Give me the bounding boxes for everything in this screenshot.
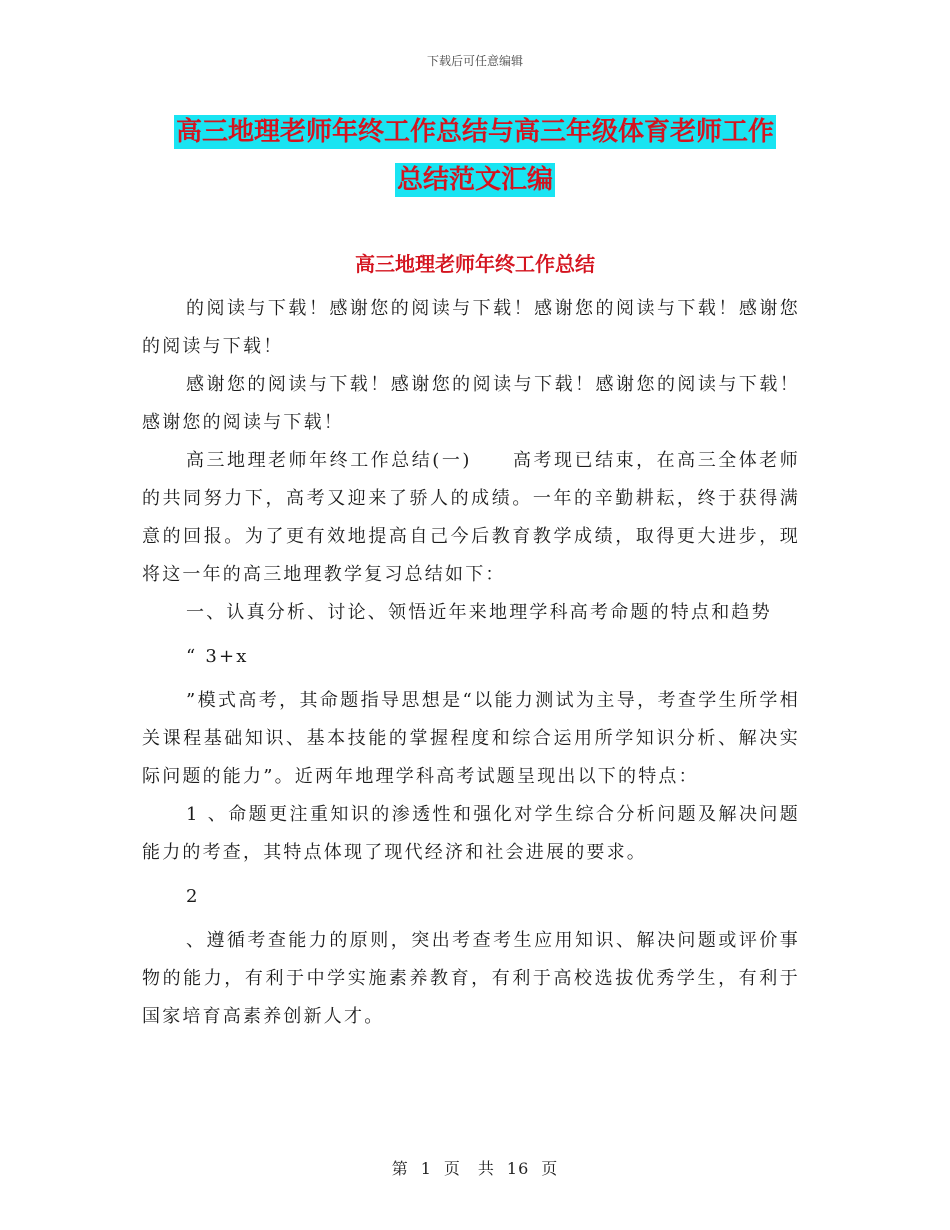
section-title: 高三地理老师年终工作总结 <box>355 252 595 276</box>
paragraph: 、遵循考查能力的原则，突出考查考生应用知识、解决问题或评价事物的能力，有利于中学实施素养教育，有利于高校选拔优秀学生，有利于国家培育高素养创新人才。 <box>142 930 800 1027</box>
footer-suffix: 页 <box>541 1159 559 1178</box>
document-body <box>142 290 800 1036</box>
header-note: 下载后可任意编辑 <box>426 54 523 68</box>
document-title-line1: 高三地理老师年终工作总结与高三年级体育老师工作 <box>175 117 774 147</box>
document-title-line2: 总结范文汇编 <box>396 165 553 195</box>
document-title <box>140 108 810 204</box>
paragraph: 高三地理老师年终工作总结(一) 高考现已结束，在高三全体老师的共同努力下，高考又迎来了骄人的成绩。一年的辛勤耕耘，终于获得满意的回报。为了更有效地提高自己今后教育教学成绩，取得更大进步，现将这一年的高三地理教学复习总结如下： <box>142 450 800 585</box>
footer-page-number: 1 <box>420 1159 432 1178</box>
page-footer <box>0 1156 950 1179</box>
footer-mid: 页 共 <box>443 1159 495 1178</box>
paragraph: 感谢您的阅读与下载！感谢您的阅读与下载！感谢您的阅读与下载！感谢您的阅读与下载！ <box>142 374 800 433</box>
paragraph: 一、认真分析、讨论、领悟近年来地理学科高考命题的特点和趋势 <box>186 602 772 623</box>
paragraph: 1 、命题更注重知识的渗透性和强化对学生综合分析问题及解决问题能力的考查，其特点体现了现代经济和社会进展的要求。 <box>142 804 800 863</box>
paragraph: “ 3+x <box>186 646 249 667</box>
footer-prefix: 第 <box>391 1159 409 1178</box>
paragraph: 2 <box>186 886 200 907</box>
footer-total-pages: 16 <box>506 1159 530 1178</box>
paragraph: 的阅读与下载！感谢您的阅读与下载！感谢您的阅读与下载！感谢您的阅读与下载！ <box>142 298 800 357</box>
paragraph: ”模式高考，其命题指导思想是“以能力测试为主导，考查学生所学相关课程基础知识、基本技能的掌握程度和综合运用所学知识分析、解决实际问题的能力”。近两年地理学科高考试题呈现出以下的特点： <box>142 690 800 787</box>
